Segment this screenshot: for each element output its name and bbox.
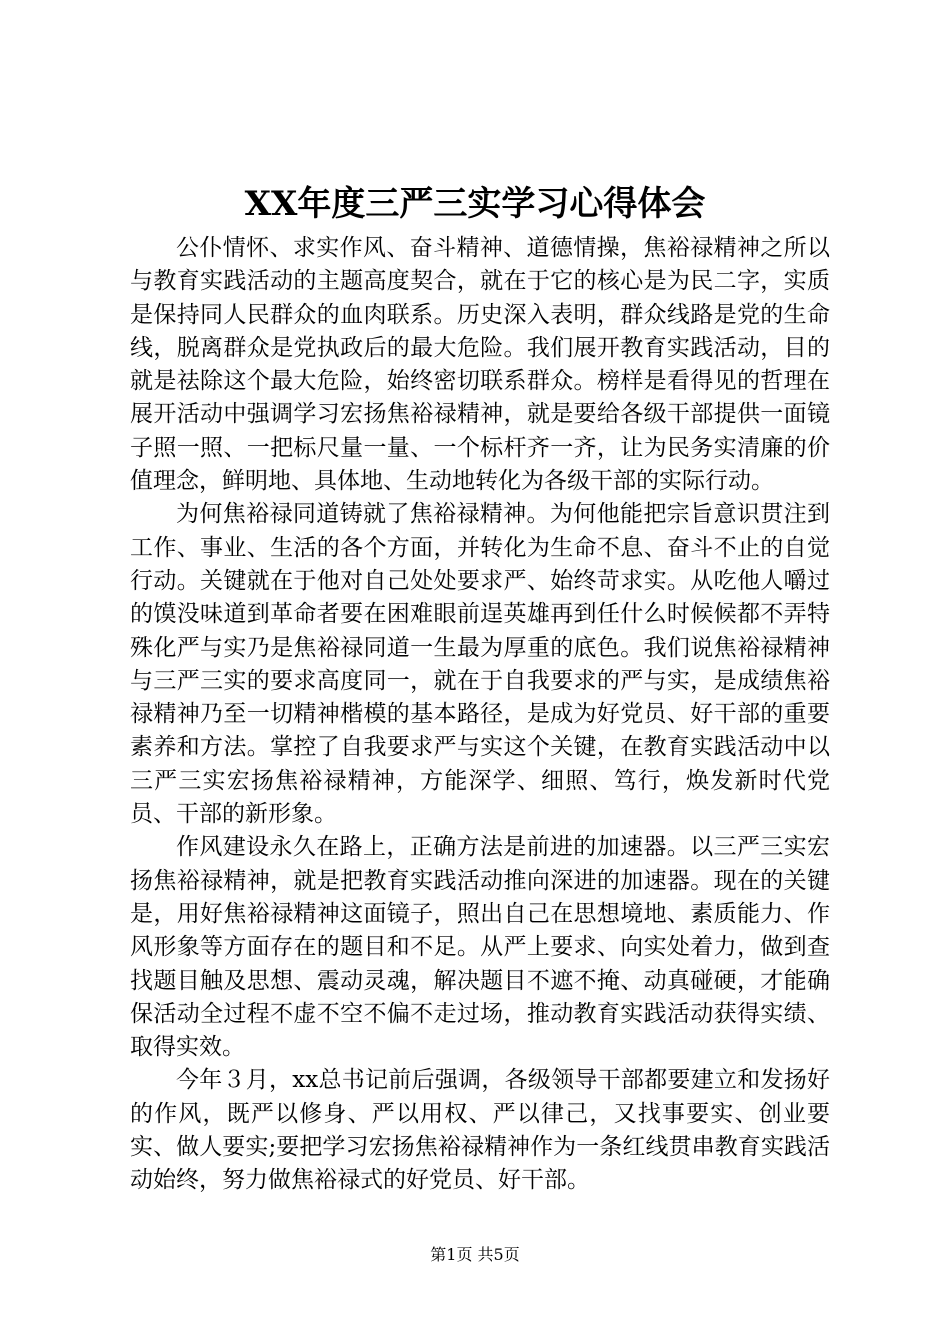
page-number-footer: 第1页 共5页 xyxy=(430,1245,520,1264)
paragraph-4: 今年３月，xx总书记前后强调，各级领导干部都要建立和发扬好的作风，既严以修身、严以用权、严以律己，又找事要实、创业要实、做人要实;要把学习宏扬焦裕禄精神作为一条红线贯串教育实践活动始终，努力做焦裕禄式的好党员、好干部。 xyxy=(130,1067,830,1194)
document-body xyxy=(130,232,830,1198)
document-title: XX年度三严三实学习心得体会 xyxy=(244,184,706,224)
paragraph-1: 公仆情怀、求实作风、奋斗精神、道德情操，焦裕禄精神之所以与教育实践活动的主题高度契合，就在于它的核心是为民二字，实质是保持同人民群众的血肉联系。历史深入表明，群众线路是党的生命线，脱离群众是党执政后的最大危险。我们展开教育实践活动，目的就是祛除这个最大危险，始终密切联系群众。榜样是看得见的哲理在展开活动中强调学习宏扬焦裕禄精神，就是要给各级干部提供一面镜子照一照、一把标尺量一量、一个标杆齐一齐，让为民务实清廉的价值理念，鲜明地、具体地、生动地转化为各级干部的实际行动。 xyxy=(130,235,830,495)
paragraph-2: 为何焦裕禄同道铸就了焦裕禄精神。为何他能把宗旨意识贯注到工作、事业、生活的各个方面，并转化为生命不息、奋斗不止的自觉行动。关键就在于他对自己处处要求严、始终苛求实。从吃他人嚼过的馍没味道到革命者要在困难眼前逞英雄再到任什么时候候都不弄特殊化严与实乃是焦裕禄同道一生最为厚重的底色。我们说焦裕禄精神与三严三实的要求高度同一，就在于自我要求的严与实，是成绩焦裕禄精神乃至一切精神楷模的基本路径，是成为好党员、好干部的重要素养和方法。掌控了自我要求严与实这个关键，在教育实践活动中以三严三实宏扬焦裕禄精神，方能深学、细照、笃行，焕发新时代党员、干部的新形象。 xyxy=(130,501,830,828)
paragraph-3: 作风建设永久在路上，正确方法是前进的加速器。以三严三实宏扬焦裕禄精神，就是把教育实践活动推向深进的加速器。现在的关键是，用好焦裕禄精神这面镜子，照出自己在思想境地、素质能力、作风形象等方面存在的题目和不足。从严上要求、向实处着力，做到查找题目触及思想、震动灵魂，解决题目不遮不掩、动真碰硬，才能确保活动全过程不虚不空不偏不走过场，推动教育实践活动获得实绩、取得实效。 xyxy=(130,834,830,1061)
